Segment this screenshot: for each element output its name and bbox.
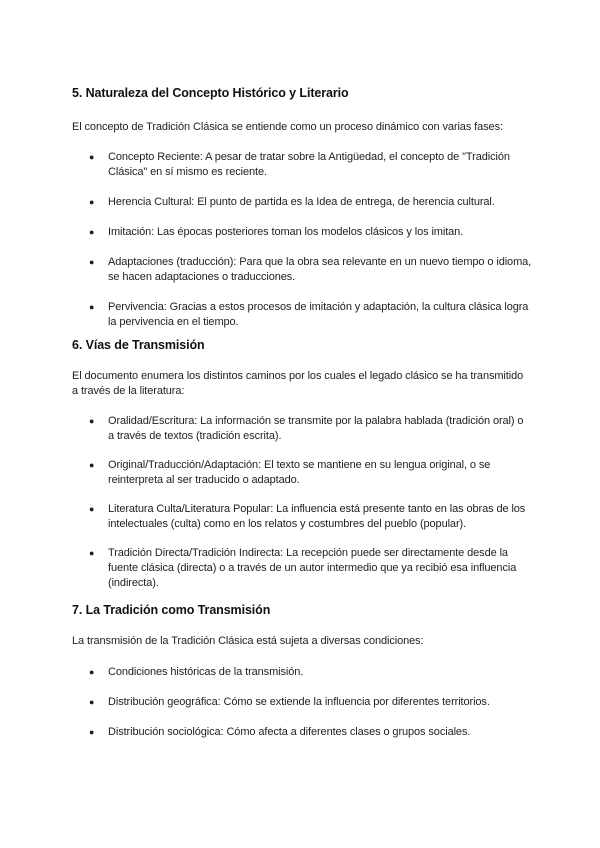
list-item	[72, 195, 532, 210]
bullet-icon: ●	[89, 152, 95, 162]
list-item-text: Original/Traducción/Adaptación: El texto se mantiene en su lengua original, o se reinterpreta al ser traducido o adaptado.	[108, 459, 491, 486]
bullet-icon: ●	[89, 257, 95, 267]
list-item	[72, 458, 532, 488]
bullet-icon: ●	[89, 697, 95, 707]
bullet-list	[72, 414, 532, 591]
bullet-icon: ●	[89, 197, 95, 207]
list-item-text: Imitación: Las épocas posteriores toman los modelos clásicos y los imitan.	[108, 226, 464, 238]
list-item	[72, 695, 532, 710]
list-item	[72, 665, 532, 680]
list-item	[72, 300, 532, 330]
section-5	[72, 86, 532, 330]
list-item-text: Distribución sociológica: Cómo afecta a diferentes clases o grupos sociales.	[108, 726, 471, 738]
section-6	[72, 338, 532, 591]
section-intro: El concepto de Tradición Clásica se entiende como un proceso dinámico con varias fases:	[72, 121, 503, 133]
bullet-icon: ●	[89, 667, 95, 677]
bullet-list	[72, 150, 532, 330]
bullet-list	[72, 665, 532, 740]
list-item-text: Distribución geográfica: Cómo se extiende la influencia por diferentes territorios.	[108, 696, 490, 708]
list-item	[72, 150, 532, 180]
section-intro: El documento enumera los distintos caminos por los cuales el legado clásico se ha transmitido a través de la literatura:	[72, 370, 524, 397]
list-item	[72, 414, 532, 444]
bullet-icon: ●	[89, 727, 95, 737]
list-item-text: Concepto Reciente: A pesar de tratar sobre la Antigüedad, el concepto de "Tradición Clásica" en sí mismo es reciente.	[108, 151, 510, 178]
list-item	[72, 725, 532, 740]
list-item	[72, 255, 532, 285]
bullet-icon: ●	[89, 548, 95, 558]
list-item	[72, 225, 532, 240]
bullet-icon: ●	[89, 302, 95, 312]
section-heading: 6. Vías de Transmisión	[72, 338, 205, 352]
list-item-text: Adaptaciones (traducción): Para que la obra sea relevante en un nuevo tiempo o idioma, se hacen adaptaciones o traducciones.	[108, 256, 532, 283]
list-item-text: Oralidad/Escritura: La información se transmite por la palabra hablada (tradición oral) o a través de textos (tradición escrita).	[108, 415, 524, 442]
bullet-icon: ●	[89, 460, 95, 470]
list-item	[72, 546, 532, 591]
bullet-icon: ●	[89, 227, 95, 237]
list-item-text: Herencia Cultural: El punto de partida es la Idea de entrega, de herencia cultural.	[108, 196, 495, 208]
list-item-text: Condiciones históricas de la transmisión.	[108, 666, 304, 678]
bullet-icon: ●	[89, 504, 95, 514]
section-heading: 7. La Tradición como Transmisión	[72, 603, 271, 617]
section-heading: 5. Naturaleza del Concepto Histórico y Literario	[72, 86, 349, 100]
list-item	[72, 502, 532, 532]
list-item-text: Tradición Directa/Tradición Indirecta: La recepción puede ser directamente desde la fuente clásica (directa) o a través de un autor intermedio que ya recibió esa influencia (indirecta).	[108, 547, 517, 589]
section-7	[72, 603, 532, 740]
section-intro: La transmisión de la Tradición Clásica está sujeta a diversas condiciones:	[72, 635, 424, 647]
bullet-icon: ●	[89, 416, 95, 426]
list-item-text: Pervivencia: Gracias a estos procesos de imitación y adaptación, la cultura clásica logra la pervivencia en el tiempo.	[108, 301, 529, 328]
list-item-text: Literatura Culta/Literatura Popular: La influencia está presente tanto en las obras de los intelectuales (culta) como en los relatos y costumbres del pueblo (popular).	[108, 503, 526, 530]
